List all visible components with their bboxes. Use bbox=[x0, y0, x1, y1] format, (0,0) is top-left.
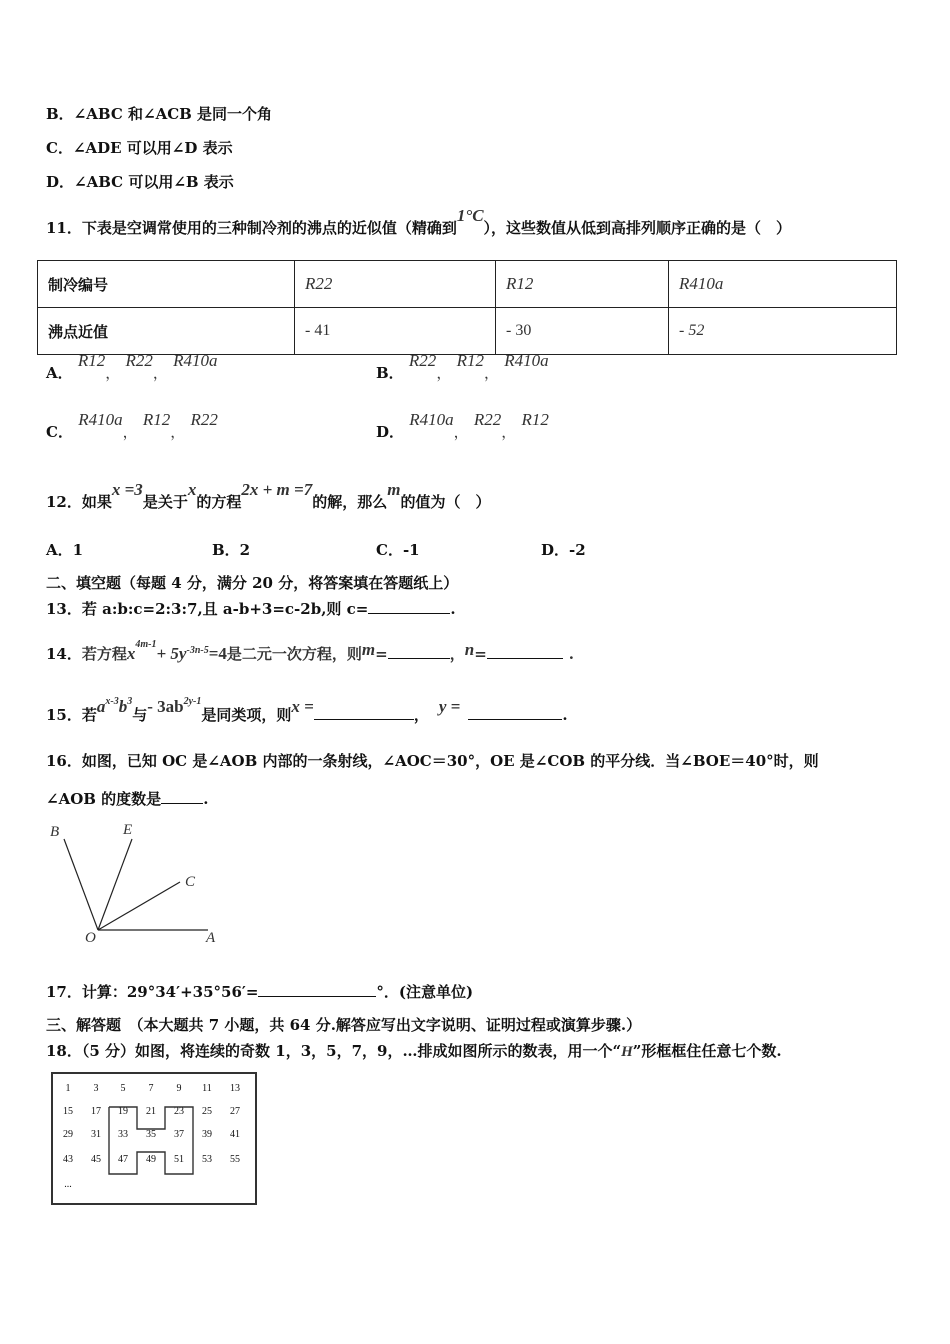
q14-math: =4 bbox=[208, 644, 227, 663]
q14-exponent: -3n-5 bbox=[186, 645, 209, 656]
q14-text: = bbox=[375, 645, 388, 663]
q13-end: . bbox=[450, 600, 456, 618]
option-item: R12 bbox=[456, 351, 484, 370]
ray-ob bbox=[64, 839, 98, 930]
q15-text: 与 bbox=[132, 706, 148, 724]
option-item: R12 bbox=[521, 410, 549, 429]
q18-text: 18．（5 分）如图，将连续的奇数 1，3，5，7，9，…排成如图所示的数表，用一个“ bbox=[46, 1042, 622, 1060]
option-item: R12 bbox=[142, 410, 171, 429]
grid-cell: 9 bbox=[176, 1083, 182, 1094]
q13-stem bbox=[46, 598, 456, 619]
q14-end: . bbox=[568, 645, 575, 663]
q15-end: . bbox=[562, 706, 568, 724]
table-cell: R410a bbox=[669, 261, 897, 308]
q12-text: 的解，那么 bbox=[312, 493, 388, 511]
section-2-heading: 二、填空题（每题 4 分，满分 20 分，将答案填在答题纸上） bbox=[46, 574, 459, 592]
grid-cell: 39 bbox=[202, 1129, 212, 1140]
grid-cell: 21 bbox=[146, 1106, 156, 1117]
q11-stem-text-a: 11．下表是空调常使用的三种制冷剂的沸点的近似值（精确到 bbox=[46, 219, 457, 237]
q15-exponent: 3 bbox=[127, 696, 133, 707]
q17-answer-blank[interactable] bbox=[258, 982, 376, 997]
table-cell: - 30 bbox=[496, 308, 669, 355]
angle-figure bbox=[40, 815, 230, 950]
option-letter: C． bbox=[46, 423, 73, 441]
q12-math: 2x + m =7 bbox=[241, 480, 313, 499]
table-cell: - 52 bbox=[669, 308, 897, 355]
h-frame-outline bbox=[109, 1107, 193, 1174]
label-e: E bbox=[123, 822, 133, 838]
q12-text: 的值为（ ） bbox=[400, 493, 491, 511]
grid-cell: 51 bbox=[174, 1154, 184, 1165]
q18-stem bbox=[46, 1040, 782, 1061]
table-row-label: 制冷编号 bbox=[38, 261, 295, 308]
table-row bbox=[38, 308, 897, 355]
q15-math: x = bbox=[291, 697, 314, 716]
q17-stem bbox=[46, 981, 473, 1002]
grid-cell: 53 bbox=[202, 1154, 212, 1165]
q11-option-d: D． R410a， R22， R12 bbox=[376, 410, 549, 441]
q14-text: ， bbox=[449, 645, 465, 663]
ray-oe bbox=[98, 839, 132, 930]
table-row-label: 沸点近值 bbox=[38, 308, 295, 355]
grid-cell: 35 bbox=[146, 1129, 156, 1140]
q10-option-c: C．∠ADE 可以用∠D 表示 bbox=[46, 139, 233, 157]
option-item: R12 bbox=[77, 351, 106, 370]
q14-math: x bbox=[126, 644, 136, 663]
q14-text: = bbox=[474, 645, 487, 663]
q11-option-b: B． R22， R12， R410a bbox=[376, 351, 549, 382]
grid-cell: 33 bbox=[118, 1129, 128, 1140]
grid-cell: 19 bbox=[118, 1106, 128, 1117]
q10-option-b: B．∠ABC 和∠ACB 是同一个角 bbox=[46, 105, 273, 123]
q16-text: ∠AOB 的度数是 bbox=[46, 790, 162, 808]
grid-cell: 17 bbox=[91, 1106, 101, 1117]
table-cell: - 41 bbox=[295, 308, 496, 355]
option-item: R410a bbox=[173, 351, 218, 370]
option-letter: D． bbox=[376, 423, 405, 441]
grid-cell: 5 bbox=[120, 1083, 126, 1094]
grid-cell: 47 bbox=[118, 1154, 128, 1165]
grid-cell: 55 bbox=[230, 1154, 240, 1165]
option-item: R410a bbox=[78, 410, 123, 429]
q15-math: a bbox=[96, 697, 106, 716]
q11-unit: 1°C bbox=[456, 206, 484, 225]
option-item: R22 bbox=[125, 351, 153, 370]
q15-x-answer-blank[interactable] bbox=[314, 705, 414, 720]
q16-end: . bbox=[203, 790, 209, 808]
q14-exponent: 4m-1 bbox=[135, 639, 157, 650]
q14-m-answer-blank[interactable] bbox=[388, 644, 450, 659]
table-cell: R22 bbox=[295, 261, 496, 308]
table-row bbox=[38, 261, 897, 308]
q16-answer-blank[interactable] bbox=[161, 789, 203, 804]
grid-ellipsis: ... bbox=[64, 1179, 72, 1190]
q15-text: 是同类项，则 bbox=[201, 706, 292, 724]
q14-math: m bbox=[361, 640, 376, 659]
grid-cell: 43 bbox=[63, 1154, 73, 1165]
option-item: R410a bbox=[504, 351, 549, 370]
q13-answer-blank[interactable] bbox=[368, 599, 450, 614]
q12-math: m bbox=[387, 480, 401, 499]
q12-option-a: A．1 bbox=[46, 541, 84, 559]
grid-cell: 41 bbox=[230, 1129, 240, 1140]
q14-math: + 5y bbox=[156, 644, 187, 663]
q11-option-a: A． R12， R22， R410a bbox=[46, 351, 218, 382]
grid-cell: 23 bbox=[174, 1106, 184, 1117]
grid-cell: 25 bbox=[202, 1106, 212, 1117]
q12-text: 的方程 bbox=[196, 493, 242, 511]
q15-text: ， bbox=[413, 706, 429, 724]
q15-exponent: 2y-1 bbox=[183, 696, 202, 707]
option-item: R22 bbox=[190, 410, 218, 429]
q12-option-d: D．-2 bbox=[541, 541, 586, 559]
q10-option-d: D．∠ABC 可以用∠B 表示 bbox=[46, 173, 234, 191]
grid-cell: 15 bbox=[63, 1106, 73, 1117]
q14-text: 是二元一次方程，则 bbox=[226, 645, 362, 663]
q17-end: °．(注意单位) bbox=[376, 983, 474, 1001]
q14-math: n bbox=[464, 640, 475, 659]
option-item: R22 bbox=[473, 410, 502, 429]
q12-option-b: B．2 bbox=[212, 541, 251, 559]
h-frame bbox=[53, 1074, 255, 1203]
q11-stem-text-b: ），这些数值从低到高排列顺序正确的是（ ） bbox=[483, 219, 792, 237]
grid-cell: 29 bbox=[63, 1129, 73, 1140]
grid-cell: 37 bbox=[174, 1129, 184, 1140]
q11-option-c: C． R410a， R12， R22 bbox=[46, 410, 218, 441]
q15-math: y = bbox=[438, 697, 461, 716]
ray-oc bbox=[98, 882, 180, 930]
q15-stem bbox=[46, 696, 568, 725]
label-c: C bbox=[185, 874, 196, 890]
grid-cell: 1 bbox=[65, 1083, 71, 1094]
option-letter: B． bbox=[376, 364, 404, 382]
q15-y-answer-blank[interactable] bbox=[468, 705, 562, 720]
q14-text: 若方程 bbox=[81, 645, 127, 663]
grid-cell: 27 bbox=[230, 1106, 240, 1117]
option-item: R410a bbox=[409, 410, 454, 429]
section-3-heading: 三、解答题 （本大题共 7 小题，共 64 分.解答应写出文字说明、证明过程或演算步骤.） bbox=[46, 1016, 642, 1034]
label-a: A bbox=[206, 930, 216, 946]
q12-math: x bbox=[187, 480, 197, 499]
grid-cell: 31 bbox=[91, 1129, 101, 1140]
q18-text: ”形框框住任意七个数. bbox=[632, 1042, 782, 1060]
option-letter: A． bbox=[46, 364, 73, 382]
table-cell: R12 bbox=[496, 261, 669, 308]
q12-text: 是关于 bbox=[142, 493, 188, 511]
label-b: B bbox=[50, 824, 60, 840]
grid-cell: 3 bbox=[93, 1083, 99, 1094]
q15-exponent: x-3 bbox=[105, 696, 119, 707]
q17-text: 17．计算：29°34′+35°56′= bbox=[46, 983, 259, 1001]
q14-number: 14． bbox=[46, 645, 82, 663]
q12-stem bbox=[46, 480, 491, 512]
option-item: R22 bbox=[408, 351, 437, 370]
q14-n-answer-blank[interactable] bbox=[487, 644, 563, 659]
grid-cell: 49 bbox=[146, 1154, 156, 1165]
refrigerant-table bbox=[37, 260, 897, 355]
q12-option-c: C．-1 bbox=[376, 541, 420, 559]
q15-math: b bbox=[118, 697, 128, 716]
q13-text: 13．若 a:b:c=2:3:7,且 a-b+3=c-2b,则 c= bbox=[46, 600, 369, 618]
q14-stem bbox=[46, 639, 575, 664]
q15-math: - 3ab bbox=[147, 697, 184, 716]
grid-cell: 11 bbox=[202, 1083, 212, 1094]
grid-cell: 45 bbox=[91, 1154, 101, 1165]
q12-math: x =3 bbox=[111, 480, 143, 499]
grid-cell: 7 bbox=[148, 1083, 154, 1094]
odd-number-table bbox=[51, 1072, 257, 1205]
label-o: O bbox=[85, 930, 96, 946]
q15-number: 15．若 bbox=[46, 706, 97, 724]
q12-text: 12．如果 bbox=[46, 493, 112, 511]
q11-stem bbox=[46, 206, 792, 238]
q16-stem-line1: 16．如图，已知 OC 是∠AOB 内部的一条射线，∠AOC＝30°，OE 是∠COB 的平分线．当∠BOE＝40°时，则 bbox=[46, 752, 819, 770]
q18-math: H bbox=[621, 1044, 633, 1060]
q16-stem-line2 bbox=[46, 788, 208, 809]
grid-cell: 13 bbox=[230, 1083, 240, 1094]
